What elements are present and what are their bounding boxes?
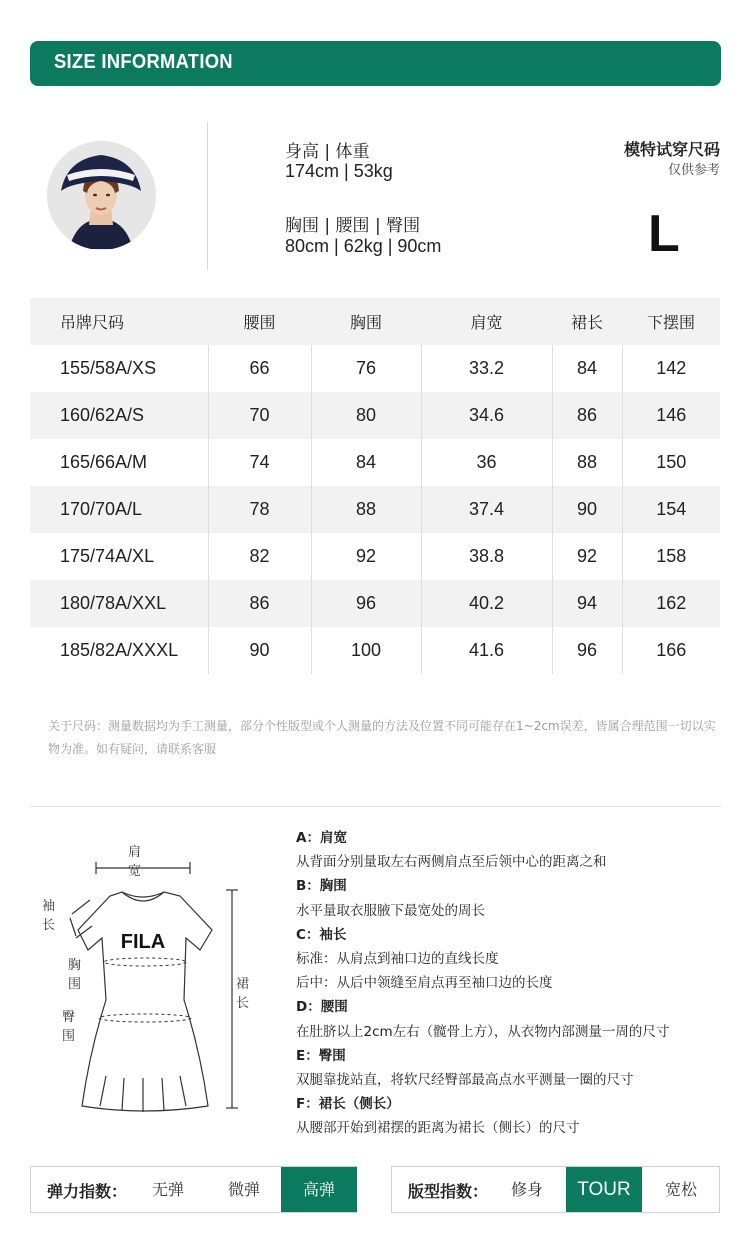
guide-title: F：裙长（侧长）: [296, 1096, 400, 1113]
length-label: 裙长: [236, 977, 250, 1011]
model-measurements-value: 80cm | 62kg | 90cm: [285, 236, 442, 256]
table-cell: 88: [552, 439, 622, 486]
guide-text: 从背面分别量取左右两侧肩点至后领中心的距离之和: [296, 854, 607, 871]
table-cell: 158: [622, 533, 720, 580]
table-cell: 82: [208, 533, 311, 580]
fit-index: [391, 1166, 720, 1213]
elasticity-option-slight: 微弹: [227, 1180, 260, 1199]
elasticity-label: 弹力指数：: [47, 1182, 128, 1201]
table-cell: 66: [208, 345, 311, 392]
divider: [207, 122, 208, 270]
table-cell: 86: [208, 580, 311, 627]
table-cell: 76: [311, 345, 421, 392]
table-cell: 150: [622, 439, 720, 486]
column-header: 胸围: [311, 298, 421, 345]
table-cell: 86: [552, 392, 622, 439]
table-cell: 78: [208, 486, 311, 533]
guide-text: 双腿靠拢站直，将软尺经臀部最高点水平测量一圈的尺寸: [296, 1072, 634, 1089]
table-cell: 96: [311, 580, 421, 627]
table-cell: 155/58A/XS: [60, 358, 157, 378]
elasticity-index: [30, 1166, 357, 1213]
model-size-title: 模特试穿尺码: [623, 140, 720, 159]
dress-outline-icon: [30, 830, 270, 1120]
table-cell: 92: [552, 533, 622, 580]
model-height-weight-label: 身高 | 体重: [285, 142, 370, 162]
table-cell: 92: [311, 533, 421, 580]
table-cell: 160/62A/S: [30, 392, 208, 439]
table-row: [30, 486, 720, 533]
table-cell: 94: [552, 580, 622, 627]
table-cell: 185/82A/XXXL: [60, 640, 179, 660]
table-cell: 84: [552, 345, 622, 392]
table-cell: 34.6: [421, 392, 552, 439]
table-cell: 36: [421, 439, 552, 486]
table-cell: 146: [622, 392, 720, 439]
table-cell: 33.2: [421, 345, 552, 392]
table-row: [30, 533, 720, 580]
guide-title: D：腰围: [296, 999, 348, 1016]
table-cell: 84: [311, 439, 421, 486]
table-cell: 142: [622, 345, 720, 392]
fit-label: 版型指数：: [408, 1182, 489, 1201]
table-cell: 40.2: [421, 580, 552, 627]
model-size-value: L: [648, 205, 680, 263]
table-cell: 154: [622, 486, 720, 533]
section-header: [30, 41, 721, 86]
guide-text: 在肚脐以上2cm左右（髋骨上方），从衣物内部测量一周的尺寸: [296, 1023, 670, 1040]
size-table: [30, 298, 720, 674]
guide-text: 从腰部开始到裙摆的距离为裙长（侧长）的尺寸: [296, 1120, 580, 1137]
table-header-row: [30, 298, 720, 345]
table-cell: 162: [622, 580, 720, 627]
table-cell: 180/78A/XXL: [30, 580, 208, 627]
column-header: 裙长: [552, 298, 622, 345]
column-header: 腰围: [208, 298, 311, 345]
model-portrait-image: [47, 141, 156, 250]
guide-title: A：肩宽: [296, 830, 347, 846]
hip-label: 臀围: [62, 1010, 76, 1044]
table-row: [30, 580, 720, 627]
table-cell: 175/74A/XL: [60, 546, 155, 566]
section-title: SIZE INFORMATION: [54, 51, 233, 73]
table-row: [30, 392, 720, 439]
table-cell: 41.6: [421, 627, 552, 674]
table-cell: 74: [208, 439, 311, 486]
fila-logo: FILA: [120, 931, 166, 953]
table-cell: 100: [311, 627, 421, 674]
guide-title: C：袖长: [296, 926, 347, 943]
fit-option-tour: TOUR: [566, 1167, 642, 1212]
sleeve-label: 袖长: [42, 899, 56, 933]
table-cell: 80: [311, 392, 421, 439]
table-cell: 90: [552, 486, 622, 533]
table-cell: 165/66A/M: [60, 452, 148, 472]
guide-title: E：臀围: [296, 1047, 346, 1064]
table-cell: 90: [208, 627, 311, 674]
table-cell: 166: [622, 627, 720, 674]
table-row: [30, 345, 720, 392]
guide-title: B：胸围: [296, 878, 347, 895]
guide-text: 水平量取衣服腋下最宽处的周长: [296, 902, 485, 919]
chest-label: 胸围: [68, 958, 82, 992]
guide-text: 标准：从肩点到袖口边的直线长度: [296, 951, 499, 968]
table-cell: 38.8: [421, 533, 552, 580]
model-measurements-label: 胸围 | 腰围 | 臀围: [285, 216, 421, 236]
table-cell: 170/70A/L: [30, 486, 208, 533]
elasticity-option-none: 无弹: [151, 1180, 184, 1199]
size-disclaimer: 关于尺码：测量数据均为手工测量，部分个性版型或个人测量的方法及位置不同可能存在1~2cm误差，皆属合理范围一切以实物为准。如有疑问，请联系客服: [48, 719, 716, 756]
model-height-weight-value: 174cm | 53kg: [285, 161, 393, 181]
column-header: 下摆围: [622, 298, 720, 345]
column-header: 吊牌尺码: [30, 298, 208, 345]
measurement-guide: [296, 826, 726, 1141]
guide-text: 后中：从后中领缝至肩点再至袖口边的长度: [296, 975, 553, 992]
table-cell: 88: [311, 486, 421, 533]
table-cell: 70: [208, 392, 311, 439]
table-row: [30, 627, 720, 674]
column-header: 肩宽: [421, 298, 552, 345]
table-cell: 96: [552, 627, 622, 674]
table-cell: 37.4: [421, 486, 552, 533]
model-size-subtitle: 仅供参考: [667, 163, 720, 178]
elasticity-option-high: 高弹: [281, 1167, 357, 1212]
fit-option-slim: 修身: [510, 1180, 543, 1199]
model-avatar: [47, 141, 156, 250]
fit-option-loose: 宽松: [664, 1180, 697, 1199]
section-divider: [30, 806, 721, 807]
shoulder-label: 肩宽: [128, 845, 142, 879]
table-row: [30, 439, 720, 486]
